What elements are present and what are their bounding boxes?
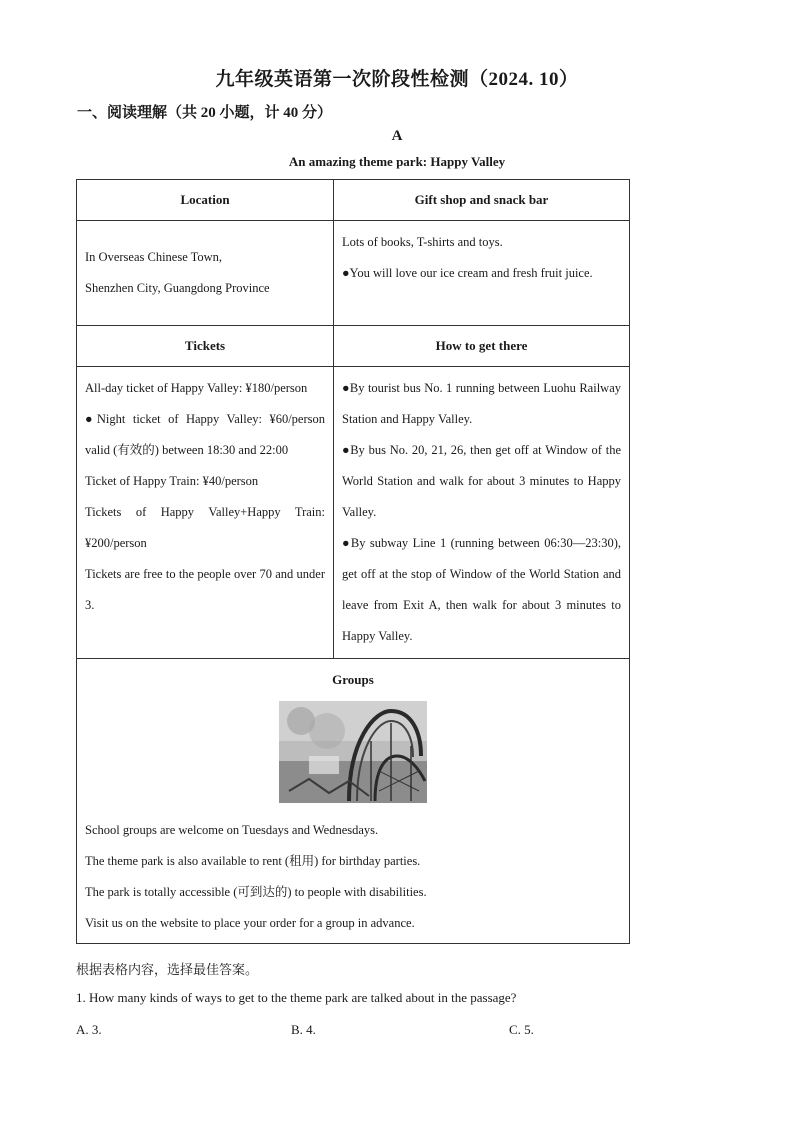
gift-shop-header: Gift shop and snack bar (334, 180, 630, 221)
page-title: 九年级英语第一次阶段性检测（2024. 10） (215, 69, 579, 90)
route-line: ●By bus No. 20, 21, 26, then get off at Window of the World Station and walk for about 3 minutes to Happy Valley. (342, 443, 621, 519)
roller-coaster-photo (279, 701, 427, 803)
groups-line: The park is totally accessible (可到达的) to people with disabilities. (85, 885, 427, 899)
groups-line: Visit us on the website to place your order for a group in advance. (85, 916, 415, 930)
section-heading: 一、阅读理解（共 20 小题，计 40 分） (77, 105, 333, 121)
location-line: Shenzhen City, Guangdong Province (85, 281, 270, 295)
groups-line: School groups are welcome on Tuesdays and Wednesdays. (85, 823, 379, 837)
location-cell (77, 221, 334, 326)
route-line: ●By subway Line 1 (running between 06:30—23:30), get off at the stop of Window of the World Station and leave from Exit A, then walk for about 3 minutes to Happy Valley. (342, 536, 621, 643)
how-to-get-header: How to get there (334, 326, 630, 367)
location-header: Location (77, 180, 334, 221)
tickets-header: Tickets (77, 326, 334, 367)
ticket-line: All-day ticket of Happy Valley: ¥180/person (85, 381, 308, 395)
option-b: B. 4. (291, 1022, 316, 1037)
table-row (77, 180, 630, 221)
tickets-cell (77, 367, 334, 659)
table-row (77, 659, 630, 944)
ticket-line: Tickets of Happy Valley+Happy Train: ¥200/person (85, 505, 325, 550)
passage-title: An amazing theme park: Happy Valley (288, 154, 506, 169)
table-row (77, 367, 630, 659)
ticket-line: ●Night ticket of Happy Valley: ¥60/person valid (有效的) between 18:30 and 22:00 (85, 412, 325, 457)
groups-header: Groups (332, 672, 374, 687)
table-row (77, 326, 630, 367)
option-a: A. 3. (76, 1022, 102, 1037)
location-line: In Overseas Chinese Town, (85, 250, 223, 264)
question-1: 1. How many kinds of ways to get to the theme park are talked about in the passage? (76, 990, 517, 1005)
gift-shop-line: Lots of books, T-shirts and toys. (342, 235, 503, 249)
instruction-text: 根据表格内容，选择最佳答案。 (76, 962, 259, 977)
option-c: C. 5. (509, 1022, 534, 1037)
ticket-line: Ticket of Happy Train: ¥40/person (85, 474, 259, 488)
table-row (77, 221, 630, 326)
how-to-get-cell (334, 367, 630, 659)
gift-shop-line: ●You will love our ice cream and fresh fruit juice. (342, 266, 593, 280)
ticket-line: Tickets are free to the people over 70 and under 3. (85, 567, 325, 612)
groups-line: The theme park is also available to rent (租用) for birthday parties. (85, 854, 421, 868)
theme-park-table (76, 179, 630, 944)
groups-cell (77, 659, 630, 944)
route-line: ●By tourist bus No. 1 running between Luohu Railway Station and Happy Valley. (342, 381, 621, 426)
gift-shop-cell (334, 221, 630, 326)
passage-label: A (391, 128, 403, 144)
